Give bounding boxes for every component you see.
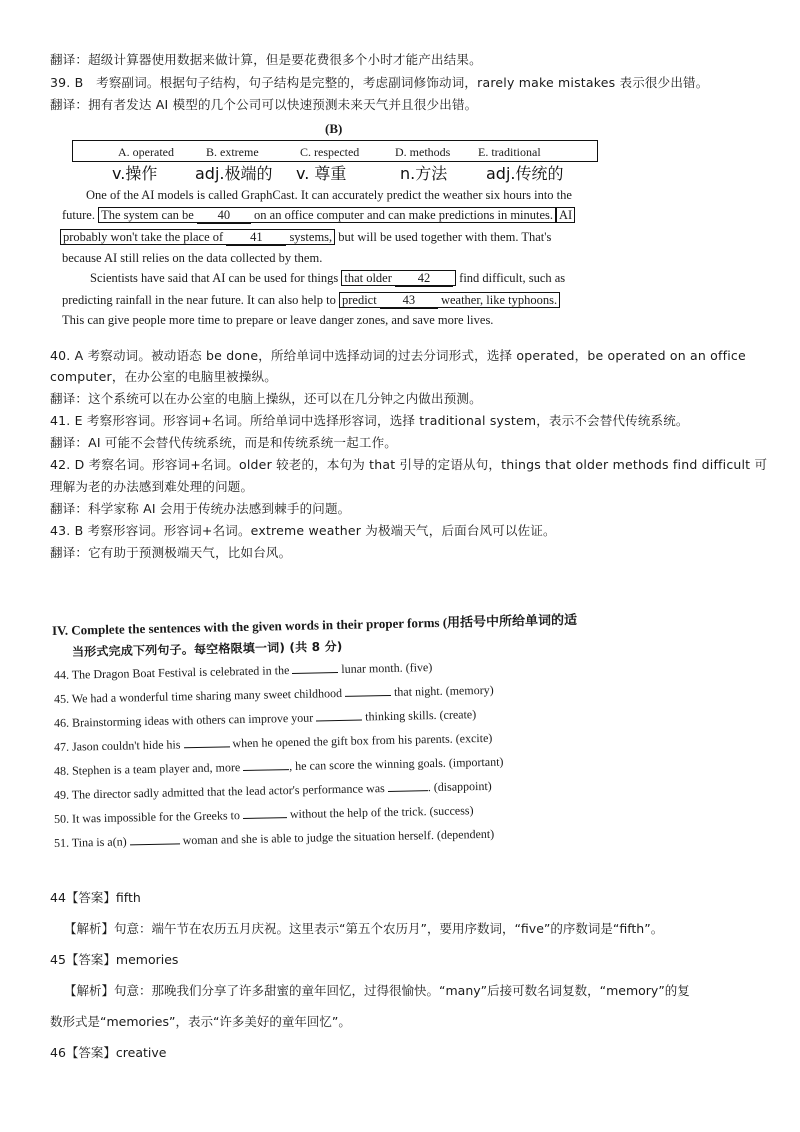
section-iv-heading: IV. Complete the sentences with the given words in their proper forms (用括号中所给单词的适	[51, 612, 578, 638]
sentence-50: 50. It was impossible for the Greeks to without the help of the trick. (success)	[53, 803, 474, 826]
analysis-45: 【解析】句意：那晚我们分享了许多甜蜜的童年回忆，过得很愉快。“many”后接可数名词复数，“memory”的复	[64, 983, 690, 998]
blank-41: 41	[226, 230, 286, 246]
option-e: E. traditional	[478, 145, 541, 159]
passage-line-5: Scientists have said that AI can be used for things that older 42 find difficult, such as	[90, 271, 566, 285]
blank-50	[243, 817, 287, 819]
explanation-line: 42. D 考察名词。形容词+名词。older 较老的，本句为 that 引导的定语从句，things that older methods find difficult 可	[50, 457, 768, 472]
explanation-line: 40. A 考察动词。被动语态 be done，所给单词中选择动词的过去分词形式，选择 operated，be operated on an office	[50, 348, 746, 363]
blank-42: 42	[395, 271, 453, 287]
blank-40: 40	[197, 208, 251, 224]
explanation-line: 翻译：这个系统可以在办公室的电脑上操纵，还可以在几分钟之内做出预测。	[50, 391, 482, 406]
explanation-line: 翻译：它有助于预测极端天气，比如台风。	[50, 545, 292, 560]
explanation-line: 翻译：AI 可能不会替代传统系统，而是和传统系统一起工作。	[50, 435, 398, 450]
explanation-line: 翻译：科学家称 AI 会用于传统办法感到棘手的问题。	[50, 501, 351, 516]
explanation-line: 理解为老的办法感到难处理的问题。	[50, 479, 254, 494]
section-iv-heading-cn: 当形式完成下列句子。每空格限填一词) (共 8 分)	[71, 639, 343, 659]
explanation-line: computer，在办公室的电脑里被操纵。	[50, 369, 277, 384]
sentence-46: 46. Brainstorming ideas with others can improve your thinking skills. (create)	[53, 707, 477, 730]
sentence-51: 51. Tina is a(n) woman and she is able to judge the situation herself. (dependent)	[53, 826, 495, 850]
handwritten-note-e: adj.传统的	[486, 164, 564, 183]
translation-38: 翻译：超级计算器使用数据来做计算，但是要花费很多个小时才能产出结果。	[50, 52, 482, 67]
passage-line-3: probably won't take the place of 41 systems, but will be used together with them. That's	[60, 230, 551, 246]
answer-46: 46【答案】creative	[50, 1045, 167, 1060]
explanation-line: 43. B 考察形容词。形容词+名词。extreme weather 为极端天气，后面台风可以佐证。	[50, 523, 556, 538]
option-c: C. respected	[300, 145, 360, 159]
sentence-44: 44. The Dragon Boat Festival is celebrated in the lunar month. (five)	[53, 660, 433, 682]
passage-line-2: future. The system can be 40 on an office computer and can make predictions in minutes. AI	[62, 208, 575, 224]
handwritten-note-a: v.操作	[112, 164, 158, 183]
section-b-title: (B)	[325, 121, 343, 136]
blank-46	[316, 720, 362, 722]
sentence-48: 48. Stephen is a team player and, more , he can score the winning goals. (important)	[53, 754, 504, 778]
passage-line-6: predicting rainfall in the near future. It can also help to predict 43 weather, like typhoons.	[62, 293, 560, 309]
answer-44: 44【答案】fifth	[50, 890, 141, 905]
option-b: B. extreme	[206, 145, 259, 159]
option-a: A. operated	[118, 145, 174, 159]
blank-47	[184, 746, 230, 748]
passage-line-7: This can give people more time to prepare or leave danger zones, and save more lives.	[62, 313, 494, 327]
handwritten-note-d: n.方法	[400, 164, 448, 183]
blank-43: 43	[380, 293, 438, 309]
blank-48	[243, 769, 289, 771]
passage-line-4: because AI still relies on the data collected by them.	[62, 251, 323, 265]
sentence-47: 47. Jason couldn't hide his when he opened the gift box from his parents. (excite)	[53, 730, 493, 754]
sentence-49: 49. The director sadly admitted that the lead actor's performance was . (disappoint)	[53, 778, 492, 802]
passage-line-1: One of the AI models is called GraphCast. It can accurately predict the weather six hours into the	[86, 188, 572, 202]
blank-45	[345, 695, 391, 697]
translation-39: 翻译：拥有者发达 AI 模型的几个公司可以快速预测未来天气并且很少出错。	[50, 97, 478, 112]
blank-44	[292, 672, 338, 674]
question-39-explanation: 39. B 考察副词。根据句子结构，句子结构是完整的，考虑副词修饰动词，rarely make mistakes 表示很少出错。	[50, 75, 709, 90]
blank-51	[130, 843, 180, 845]
handwritten-note-c: v. 尊重	[296, 164, 347, 183]
explanation-line: 41. E 考察形容词。形容词+名词。所给单词中选择形容词，选择 traditional system，表示不会替代传统系统。	[50, 413, 689, 428]
answer-45: 45【答案】memories	[50, 952, 179, 967]
handwritten-note-b: adj.极端的	[195, 164, 273, 183]
analysis-44: 【解析】句意：端午节在农历五月庆祝。这里表示“第五个农历月”，要用序数词，“five”的序数词是“fifth”。	[64, 921, 664, 936]
option-d: D. methods	[395, 145, 451, 159]
sentence-45: 45. We had a wonderful time sharing many sweet childhood that night. (memory)	[53, 682, 494, 706]
blank-49	[388, 790, 428, 792]
analysis-45-cont: 数形式是“memories”，表示“许多美好的童年回忆”。	[50, 1014, 351, 1029]
